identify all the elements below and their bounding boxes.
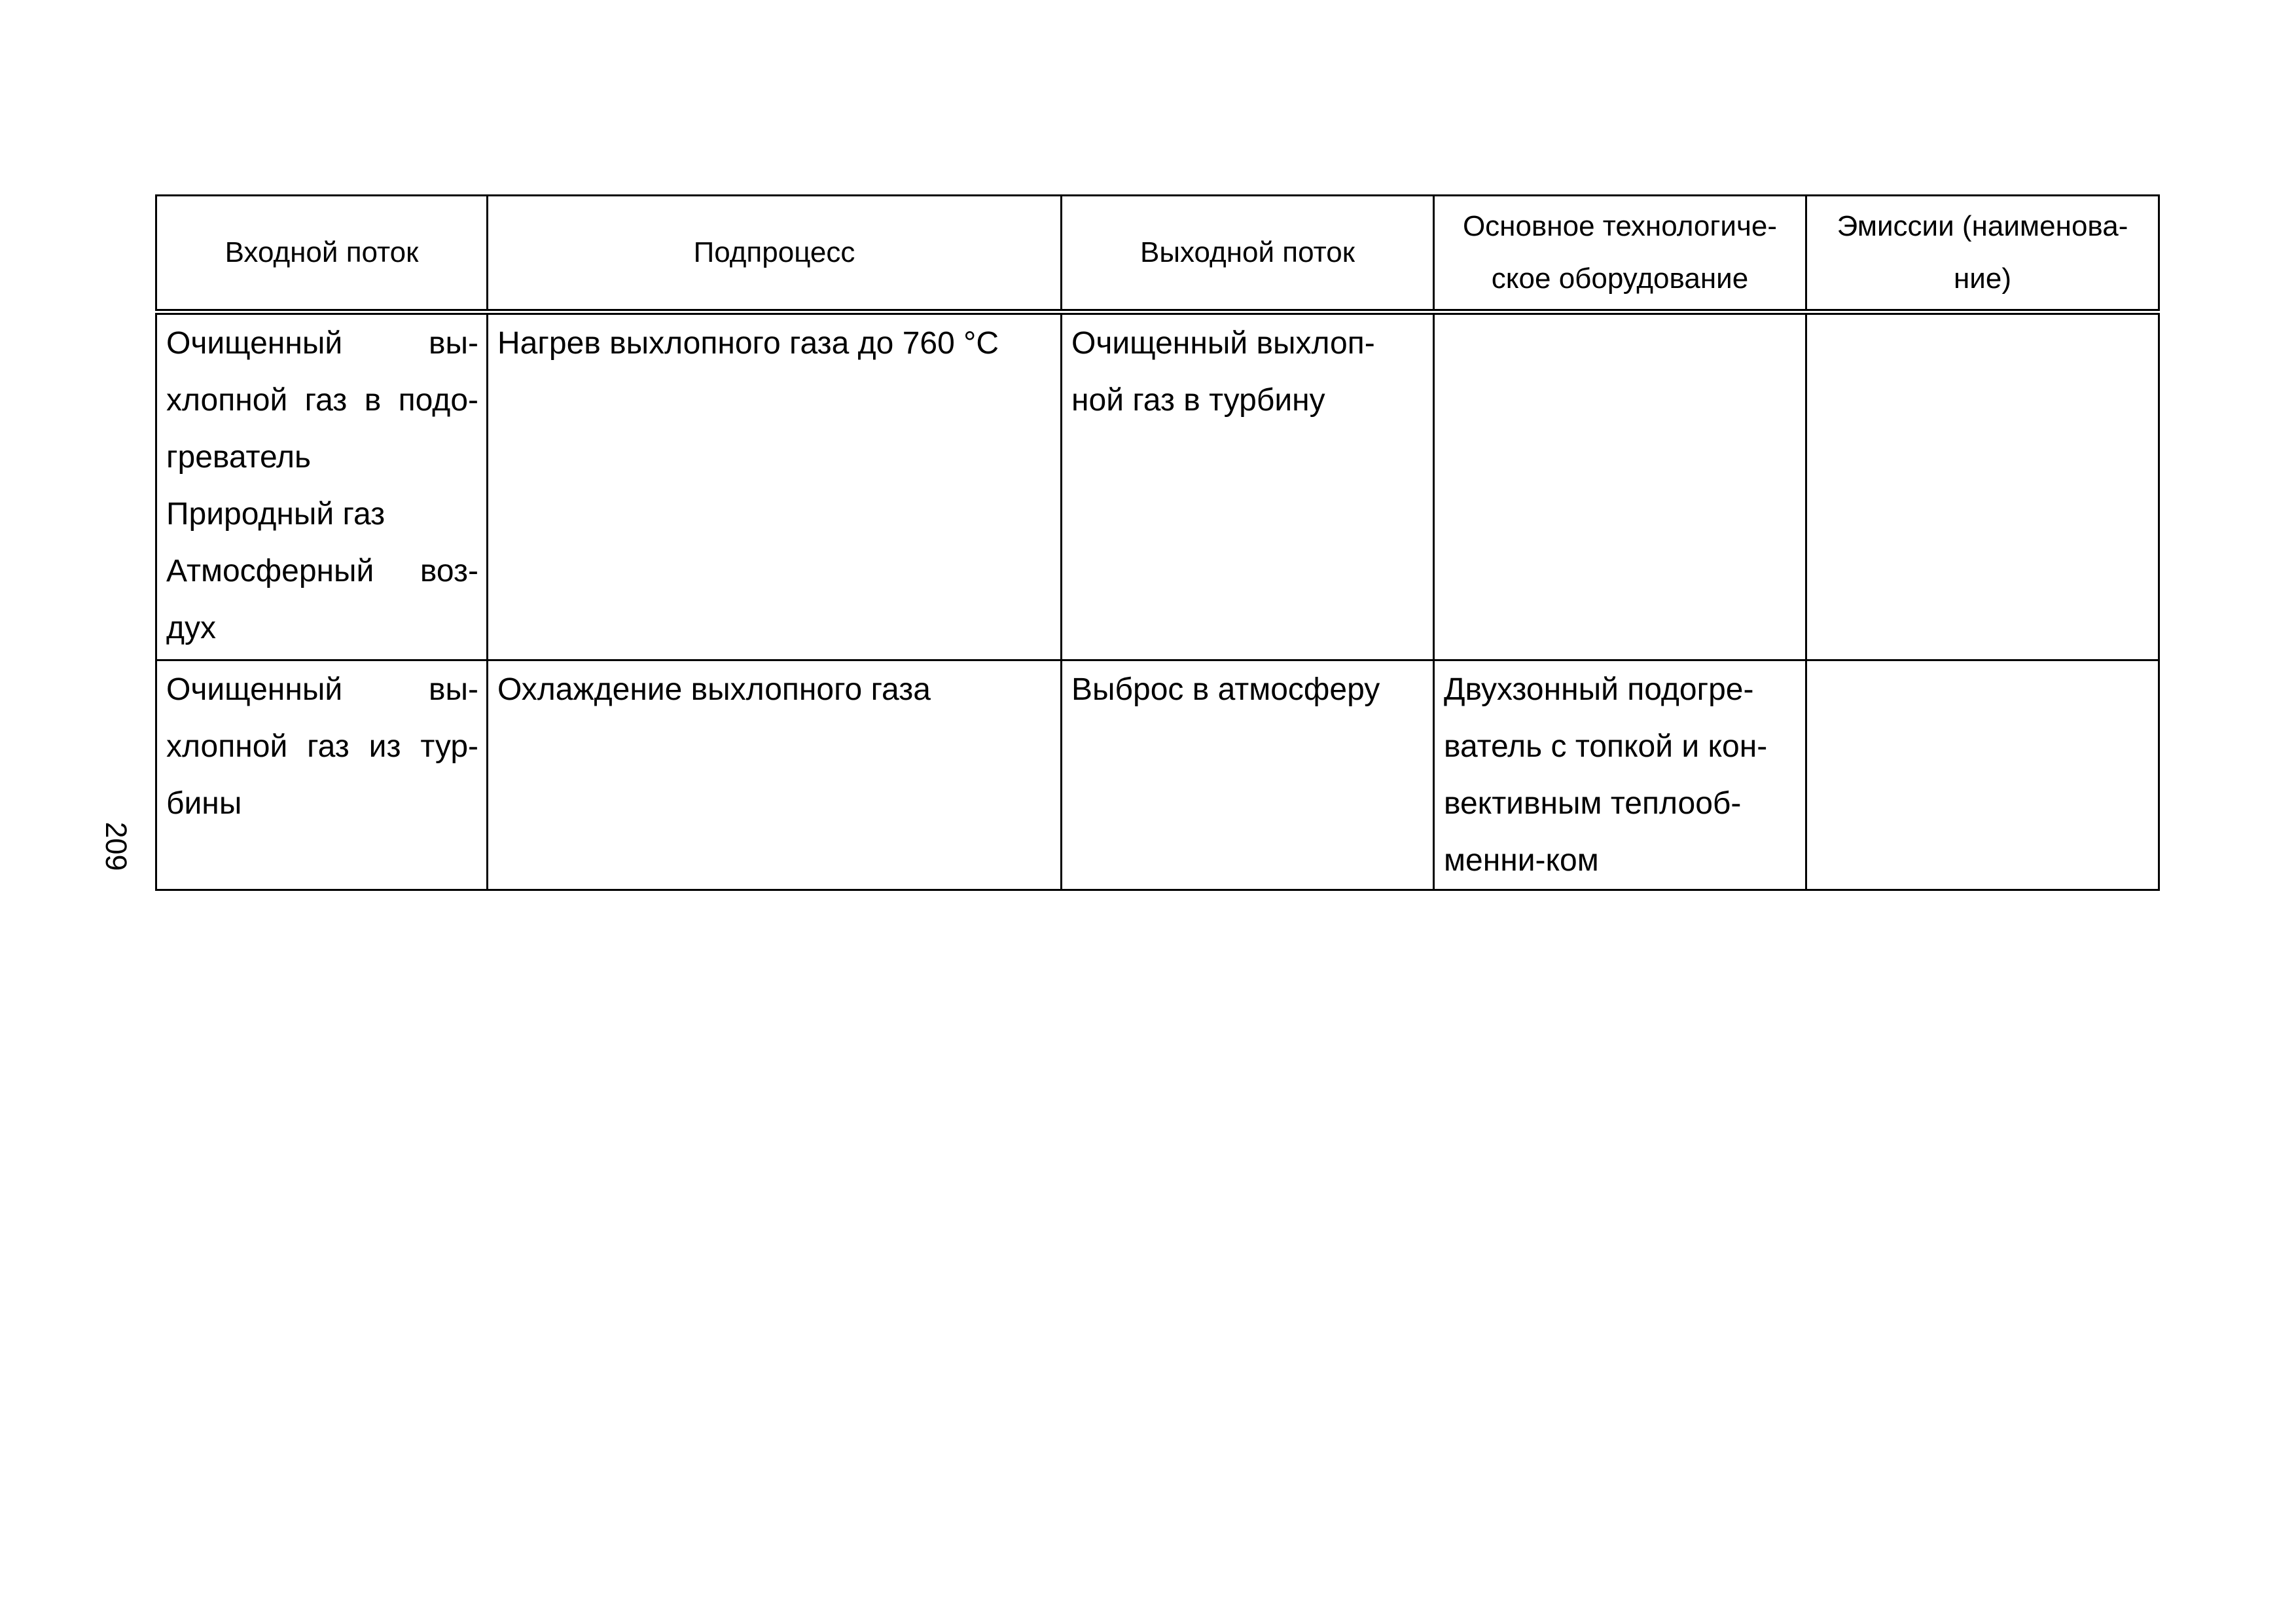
cell-line: менни-ком xyxy=(1444,843,1599,878)
cell-subprocess: Нагрев выхлопного газа до 760 °С xyxy=(488,312,1062,660)
cell-input-flow xyxy=(156,660,488,890)
header-emissions-line: ние) xyxy=(1954,262,2011,295)
cell-line: ной газ в турбину xyxy=(1071,383,1325,418)
header-input-flow: Входной поток xyxy=(156,196,488,312)
cell-line: греватель xyxy=(166,440,312,475)
cell-line: Очищенный вы- xyxy=(166,672,478,707)
cell-input-flow xyxy=(156,312,488,660)
cell-output-flow: Выброс в атмосферу xyxy=(1062,660,1434,890)
cell-emissions xyxy=(1806,660,2159,890)
cell-equipment xyxy=(1434,660,1806,890)
cell-line: ватель с топкой и кон- xyxy=(1444,729,1768,764)
process-table xyxy=(155,194,2160,891)
cell-output-flow xyxy=(1062,312,1434,660)
header-emissions xyxy=(1806,196,2159,312)
cell-emissions xyxy=(1806,312,2159,660)
cell-line: хлопной газ в подо- xyxy=(166,383,478,418)
header-equipment-line: Основное технологиче- xyxy=(1462,210,1778,242)
cell-equipment xyxy=(1434,312,1806,660)
cell-line: Двухзонный подогре- xyxy=(1444,672,1754,707)
cell-line: вективным теплооб- xyxy=(1444,786,1742,821)
header-equipment-line: ское оборудование xyxy=(1491,262,1749,295)
cell-subprocess: Охлаждение выхлопного газа xyxy=(488,660,1062,890)
cell-line: бины xyxy=(166,786,242,821)
cell-line: Очищенный вы- xyxy=(166,326,478,361)
header-emissions-line: Эмиссии (наименова- xyxy=(1837,210,2128,242)
page-number: 209 xyxy=(99,821,133,871)
cell-line: Очищенный выхлоп- xyxy=(1071,326,1375,361)
cell-line: Атмосферный воз- xyxy=(166,554,478,588)
table-row xyxy=(156,312,2159,660)
header-equipment xyxy=(1434,196,1806,312)
cell-line: хлопной газ из тур- xyxy=(166,729,478,764)
cell-line: дух xyxy=(166,611,217,645)
table-row xyxy=(156,660,2159,890)
table-header-row xyxy=(156,196,2159,312)
header-output-flow: Выходной поток xyxy=(1062,196,1434,312)
cell-line: Природный газ xyxy=(166,497,386,532)
header-subprocess: Подпроцесс xyxy=(488,196,1062,312)
